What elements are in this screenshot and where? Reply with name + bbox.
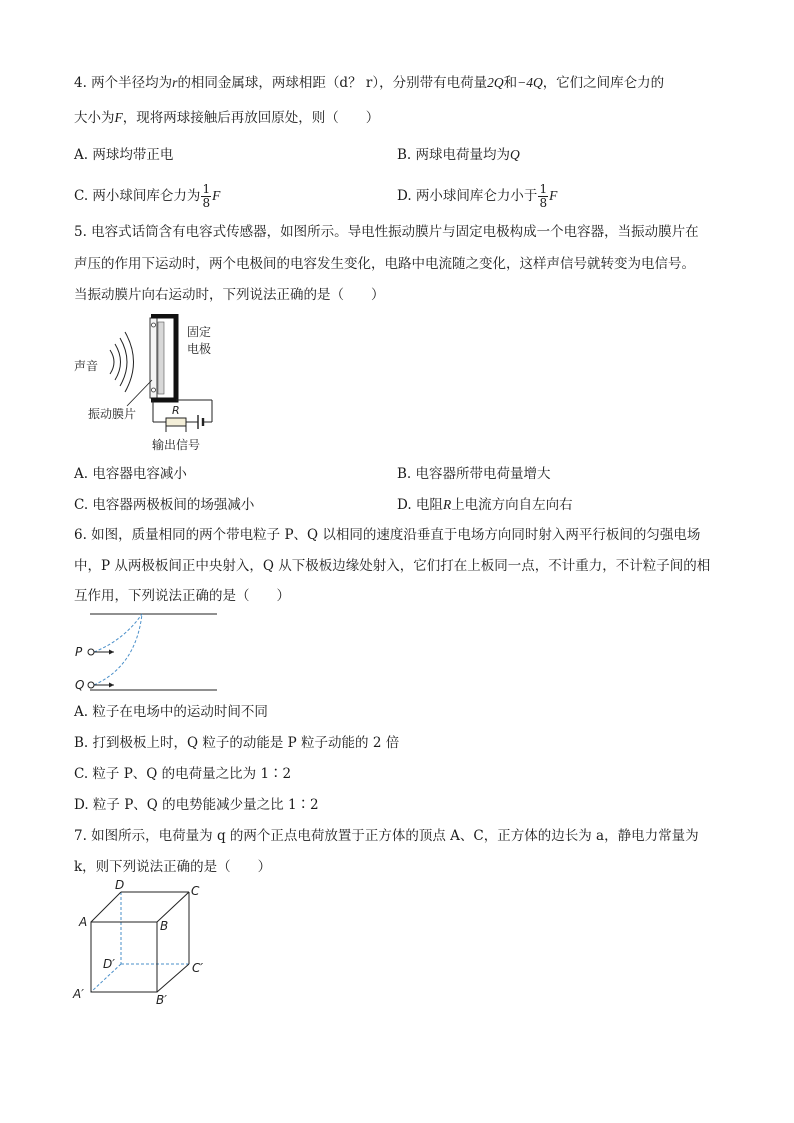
- label-membrane: 振动膜片: [88, 407, 137, 421]
- vertex-C: C: [191, 884, 200, 898]
- q5-option-d-text: 上电流方向自左向右: [451, 497, 573, 513]
- fraction-one-eighth: [538, 183, 548, 210]
- fraction-denominator: 8: [202, 196, 211, 210]
- label-electrode: 电极: [187, 342, 212, 356]
- q6-stem-line2: 中，P 从两极板间正中央射入，Q 从下极板边缘处射入，它们打在上板同一点，不计重力，不计粒子间的相: [74, 558, 711, 574]
- parallel-plates-diagram: [70, 608, 220, 696]
- label-output: 输出信号: [152, 438, 201, 452]
- q4-text: （d？ r），分别带有电荷量: [325, 75, 488, 91]
- q4-text: ，它们之间库仑力的: [542, 75, 665, 91]
- q6-stem-line3: 互作用，下列说法正确的是（ ）: [74, 588, 290, 604]
- particle-q: [88, 682, 94, 688]
- label-R: R: [172, 404, 180, 417]
- cube-diagram: [70, 880, 220, 1010]
- q5-option-b[interactable]: B. 电容器所带电荷量增大: [397, 466, 551, 482]
- q6-option-b[interactable]: B. 打到极板上时，Q 粒子的动能是 P 粒子动能的 2 倍: [74, 735, 400, 751]
- q5-option-c[interactable]: C. 电容器两极板间的场强减小: [74, 497, 255, 513]
- label-fixed: 固定: [187, 325, 212, 339]
- vertex-B: B: [160, 919, 169, 933]
- q6-option-d[interactable]: D. 粒子 P、Q 的电势能减少量之比 1∶2: [74, 797, 319, 813]
- vibrating-membrane: [150, 318, 157, 398]
- trajectory-q: [94, 614, 142, 685]
- q5-stem-line3: 当振动膜片向右运动时，下列说法正确的是（ ）: [74, 287, 385, 303]
- q5-stem-line2: 声压的作用下运动时，两个电极间的电容发生变化，电路中电流随之变化，这样声信号就转变为电信号。: [74, 256, 695, 272]
- fraction-one-eighth: [201, 183, 211, 210]
- vertex-A: A: [79, 915, 88, 929]
- resistor: [166, 418, 186, 426]
- fraction-denominator: 8: [539, 196, 548, 210]
- q6-option-c[interactable]: C. 粒子 P、Q 的电荷量之比为 1∶2: [74, 766, 292, 782]
- q4-option-d[interactable]: [397, 183, 557, 210]
- q4-option-c-var: F: [212, 188, 221, 203]
- q4-option-b[interactable]: [397, 145, 520, 165]
- vertex-D1: D′: [103, 957, 115, 971]
- q6-stem-line1: 6. 如图，质量相同的两个带电粒子 P、Q 以相同的速度沿垂直于电场方向同时射入两平行板间的匀强电场: [74, 527, 701, 543]
- q4-option-d-var: F: [549, 188, 558, 203]
- front-face: [91, 922, 157, 992]
- label-sound: 声音: [74, 359, 99, 373]
- fraction-numerator: 1: [539, 182, 548, 196]
- q4-text: 的相同金属球，两球相距: [177, 75, 326, 91]
- vertex-D: D: [115, 880, 125, 892]
- q4-option-b-var: Q: [510, 147, 520, 162]
- vertex-C1: C′: [192, 961, 204, 975]
- q4-option-a[interactable]: A. 两球均带正电: [74, 147, 174, 163]
- microphone-diagram: [70, 314, 230, 456]
- q4-radius-var: r: [172, 75, 178, 90]
- q4-charge1: 2Q: [487, 75, 504, 90]
- q5-stem-line1: 5. 电容式话筒含有电容式传感器，如图所示。导电性振动膜片与固定电极构成一个电容器，当振动膜片在: [74, 224, 699, 240]
- q6-option-a[interactable]: A. 粒子在电场中的运动时间不同: [74, 704, 268, 720]
- label-P: P: [75, 645, 83, 659]
- q4-option-c-text: C. 两小球间库仑力为: [74, 188, 201, 204]
- q4-option-d-text: D. 两小球间库仑力小于: [397, 188, 538, 204]
- q4-stem-line1: [74, 73, 664, 93]
- trajectory-p: [94, 614, 142, 652]
- vertex-A1: A′: [73, 987, 84, 1001]
- q5-option-d-text: D. 电阻: [397, 497, 443, 513]
- q4-text: 4. 两个半径均为: [74, 75, 173, 91]
- q7-stem-line2: k，则下列说法正确的是（ ）: [74, 859, 272, 875]
- q7-stem-line1: 7. 如图所示，电荷量为 q 的两个正点电荷放置于正方体的顶点 A、C，正方体的边长为 a，静电力常量为: [74, 828, 699, 844]
- q5-option-a[interactable]: A. 电容器电容减小: [74, 466, 187, 482]
- fraction-numerator: 1: [202, 182, 211, 196]
- label-Q: Q: [75, 678, 85, 692]
- arrow-right-icon: [109, 650, 114, 655]
- q4-option-b-text: B. 两球电荷量均为: [397, 147, 511, 163]
- q4-stem-line2: [74, 108, 379, 128]
- q4-force-var: F: [114, 110, 123, 125]
- q5-option-d[interactable]: [397, 495, 573, 515]
- particle-p: [88, 649, 94, 655]
- arrow-right-icon: [109, 683, 114, 688]
- q5-option-d-var: R: [442, 497, 452, 512]
- q4-text: 和: [503, 75, 518, 91]
- q4-text: ，现将两球接触后再放回原处，则（ ）: [122, 110, 380, 126]
- vertex-B1: B′: [156, 993, 167, 1007]
- sound-wave-icon: [110, 332, 134, 392]
- q4-charge2: −4Q: [517, 75, 543, 90]
- q4-option-c[interactable]: [74, 183, 220, 210]
- q4-text: 大小为: [74, 110, 115, 126]
